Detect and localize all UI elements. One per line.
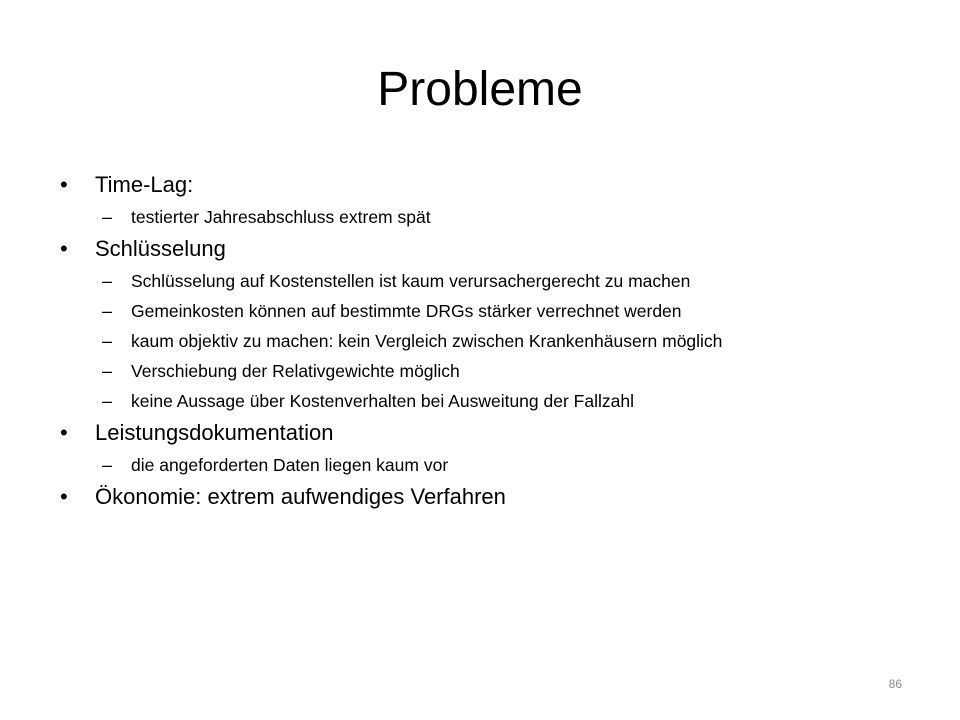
sub-item — [95, 326, 920, 356]
sub-item — [95, 296, 920, 326]
bullet-text: Leistungsdokumentation — [95, 420, 334, 445]
sub-item — [95, 202, 920, 232]
bullet-dot-icon: • — [60, 420, 68, 445]
dash-icon: – — [102, 361, 113, 381]
sub-item — [95, 356, 920, 386]
dash-icon: – — [102, 301, 113, 321]
sub-item-text: die angeforderten Daten liegen kaum vor — [131, 455, 449, 475]
sub-item-text: Verschiebung der Relativgewichte möglich — [131, 361, 460, 381]
bullet-text: Ökonomie: extrem aufwendiges Verfahren — [95, 484, 506, 509]
bullet-item-schluesselung — [60, 232, 920, 416]
sub-item-text: testierter Jahresabschluss extrem spät — [131, 207, 431, 227]
dash-icon: – — [102, 271, 113, 291]
bullet-list — [60, 168, 920, 514]
page-number: 86 — [888, 677, 902, 691]
bullet-item-time-lag — [60, 168, 920, 232]
slide-title: Probleme — [377, 63, 583, 116]
bullet-dot-icon: • — [60, 484, 68, 509]
bullet-item-leistungsdokumentation — [60, 416, 920, 480]
sub-item-text: Gemeinkosten können auf bestimmte DRGs stärker verrechnet werden — [131, 301, 682, 321]
dash-icon: – — [102, 331, 113, 351]
sub-list — [95, 450, 920, 480]
bullet-dot-icon: • — [60, 172, 68, 197]
sub-item-text: Schlüsselung auf Kostenstellen ist kaum verursachergerecht zu machen — [131, 271, 691, 291]
bullet-text: Schlüsselung — [95, 236, 226, 261]
bullet-dot-icon: • — [60, 236, 68, 261]
sub-item — [95, 266, 920, 296]
sub-list — [95, 202, 920, 232]
dash-icon: – — [102, 207, 113, 227]
sub-item-text: keine Aussage über Kostenverhalten bei Ausweitung der Fallzahl — [131, 391, 634, 411]
dash-icon: – — [102, 391, 113, 411]
sub-item — [95, 386, 920, 416]
sub-list — [95, 266, 920, 416]
sub-item-text: kaum objektiv zu machen: kein Vergleich zwischen Krankenhäusern möglich — [131, 331, 723, 351]
dash-icon: – — [102, 455, 113, 475]
bullet-text: Time-Lag: — [95, 172, 194, 197]
sub-item — [95, 450, 920, 480]
bullet-item-oekonomie — [60, 480, 920, 514]
